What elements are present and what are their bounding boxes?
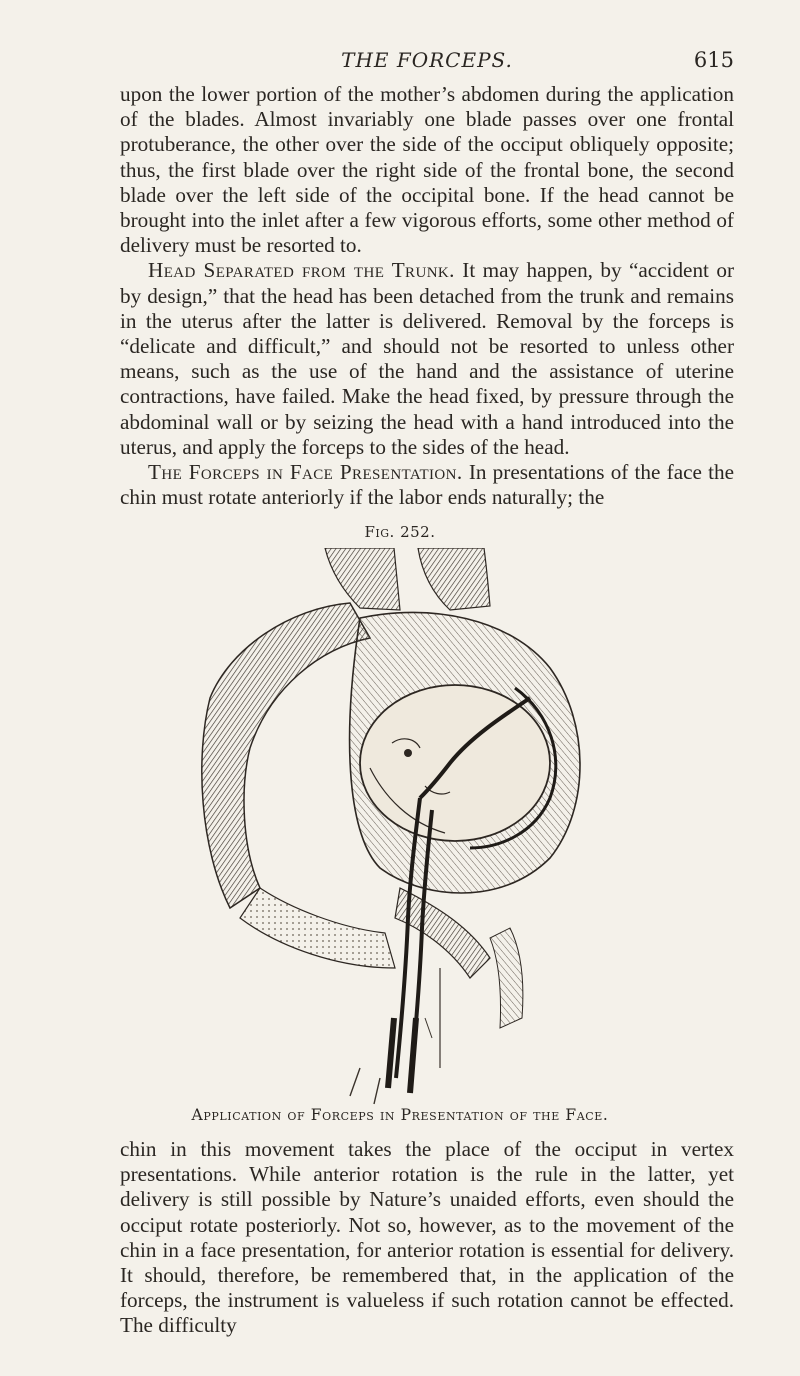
paragraph-body: It may happen, by “accident or by design,” that the head has been detached from the trunk and remains in the uterus after the latter is delivered. Removal by the forceps is “delicate and difficult,” and should not be resorted to unless other means, such as the use of the hand and the assistance of uterine contractions, have failed. Make the head fixed, by pressure through the abdominal wall or by seizing the head with a hand introduced into the uterus, and apply the forceps to the sides of the head.	[120, 258, 734, 459]
paragraph-body: In presentations of the face the chin must rotate anteriorly if the labor ends naturally; the	[120, 460, 735, 510]
running-head	[120, 48, 734, 78]
figure-illustration	[170, 548, 630, 1108]
section-heading-face-presentation: The Forceps in Face Presentation.	[148, 460, 463, 485]
page-number: 615	[693, 48, 734, 72]
paragraph-continuation: upon the lower portion of the mother’s abdomen during the application of the blades. Almost invariably one blade passes over one frontal protuberance, the other over the side of the occiput obliquely opposite; thus, the first blade over the right side of the frontal bone, the second blade over the left side of the occipital bone. If the head cannot be brought into the inlet after a few vigorous efforts, some other method of delivery must be resorted to.	[120, 82, 734, 258]
section-heading-head-separated: Head Separated from the Trunk.	[148, 258, 455, 283]
paragraph-head-separated	[120, 258, 734, 460]
running-title: THE FORCEPS.	[341, 48, 513, 72]
figure-label: Fig. 252.	[364, 523, 436, 541]
paragraph-face-presentation	[120, 460, 734, 510]
forceps-face-presentation-engraving	[170, 548, 630, 1108]
figure-caption: Application of Forceps in Presentation of the Face.	[191, 1106, 609, 1124]
paragraph-chin-rotation: chin in this movement takes the place of the occiput in vertex presentations. While anterior rotation is the rule in the latter, yet delivery is still possible by Nature’s unaided efforts, even should the occiput rotate posteriorly. Not so, however, as to the movement of the chin in a face presentation, for anterior rotation is essential for delivery. It should, therefore, be remembered that, in the application of the forceps, the instrument is valueless if such rotation cannot be effected. The difficulty	[120, 1137, 734, 1338]
text-block-bottom	[120, 1137, 734, 1339]
text-block-top	[120, 82, 734, 510]
